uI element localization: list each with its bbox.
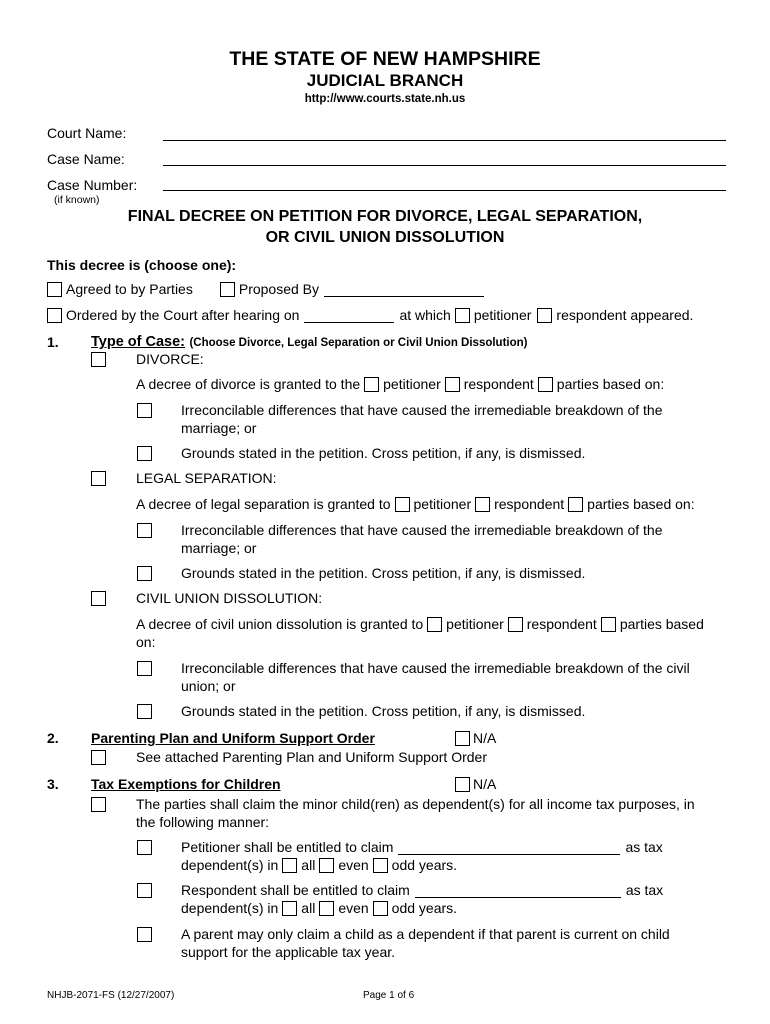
petitioner-odd-label: odd years. xyxy=(391,857,458,873)
court-name-field[interactable] xyxy=(163,140,726,141)
civil-granted-row xyxy=(136,616,704,632)
proposed-label: Proposed By xyxy=(238,281,320,297)
petitioner-claim-field[interactable] xyxy=(398,840,620,855)
case-name-field[interactable] xyxy=(163,165,726,166)
respondent-odd-label: odd years. xyxy=(391,900,458,916)
case-number-label: Case Number: xyxy=(47,177,138,193)
divorce-grounds-checkbox[interactable] xyxy=(137,446,152,461)
form-title-line1: FINAL DECREE ON PETITION FOR DIVORCE, LEGAL SEPARATION, xyxy=(127,208,643,225)
section-2-na-label: N/A xyxy=(473,730,497,746)
divorce-parties-checkbox[interactable] xyxy=(538,377,553,392)
legal-irreconcilable-text-2: marriage; or xyxy=(181,540,257,556)
tax-exemptions-heading: Tax Exemptions for Children xyxy=(91,776,281,792)
proposed-by-field[interactable] xyxy=(324,282,484,297)
petitioner-even-label: even xyxy=(338,857,369,873)
petitioner-all-label: all xyxy=(301,857,316,873)
legal-granted-text: A decree of legal separation is granted to xyxy=(136,496,391,512)
hearing-petitioner-label: petitioner xyxy=(473,307,532,323)
legal-irreconcilable-checkbox[interactable] xyxy=(137,523,152,538)
type-of-case-note: (Choose Divorce, Legal Separation or Civil Union Dissolution) xyxy=(189,337,528,349)
divorce-irreconcilable-checkbox[interactable] xyxy=(137,403,152,418)
parent-current-text: A parent may only claim a child as a dependent if that parent is current on child xyxy=(181,926,670,942)
hearing-respondent-label: respondent appeared. xyxy=(556,307,694,323)
civil-petitioner-label: petitioner xyxy=(446,616,504,632)
parent-current-checkbox[interactable] xyxy=(137,927,152,942)
divorce-petitioner-checkbox[interactable] xyxy=(364,377,379,392)
petitioner-all-checkbox[interactable] xyxy=(282,858,297,873)
divorce-checkbox[interactable] xyxy=(91,352,106,367)
type-of-case-title: Type of Case: xyxy=(91,334,186,350)
petitioner-claim-checkbox[interactable] xyxy=(137,840,152,855)
civil-granted-text: A decree of civil union dissolution is granted to xyxy=(136,616,424,632)
parenting-plan-checkbox[interactable] xyxy=(91,750,106,765)
civil-petitioner-checkbox[interactable] xyxy=(427,617,442,632)
branch-title: JUDICIAL BRANCH xyxy=(306,71,464,90)
agreed-label: Agreed to by Parties xyxy=(66,281,193,297)
respondent-odd-checkbox[interactable] xyxy=(373,901,388,916)
section-1-number: 1. xyxy=(47,334,59,350)
civil-irreconcilable-text-2: union; or xyxy=(181,678,236,694)
respondent-years-row xyxy=(181,900,457,916)
case-number-field[interactable] xyxy=(163,190,726,191)
form-title-line2: OR CIVIL UNION DISSOLUTION xyxy=(265,229,505,246)
divorce-parties-label: parties based on: xyxy=(556,376,665,392)
section-2-number: 2. xyxy=(47,730,59,746)
respondent-all-label: all xyxy=(301,900,316,916)
divorce-respondent-checkbox[interactable] xyxy=(445,377,460,392)
at-which-label: at which xyxy=(399,307,451,323)
civil-irreconcilable-checkbox[interactable] xyxy=(137,661,152,676)
legal-separation-label: LEGAL SEPARATION: xyxy=(136,470,277,486)
civil-respondent-label: respondent xyxy=(526,616,597,632)
legal-petitioner-checkbox[interactable] xyxy=(395,497,410,512)
petitioner-dependents-text: dependent(s) in xyxy=(181,857,279,873)
petitioner-odd-checkbox[interactable] xyxy=(373,858,388,873)
hearing-respondent-checkbox[interactable] xyxy=(537,308,552,323)
civil-parties-label: parties based xyxy=(619,616,704,632)
respondent-claim-checkbox[interactable] xyxy=(137,883,152,898)
legal-separation-checkbox[interactable] xyxy=(91,471,106,486)
parenting-plan-heading: Parenting Plan and Uniform Support Order xyxy=(91,730,375,746)
respondent-claim-text: Respondent shall be entitled to claim xyxy=(181,882,410,898)
respondent-all-checkbox[interactable] xyxy=(282,901,297,916)
divorce-irreconcilable-text-2: marriage; or xyxy=(181,420,257,436)
hearing-petitioner-checkbox[interactable] xyxy=(455,308,470,323)
petitioner-even-checkbox[interactable] xyxy=(319,858,334,873)
civil-granted-on: on: xyxy=(136,634,156,650)
legal-grounds-checkbox[interactable] xyxy=(137,566,152,581)
agreed-row xyxy=(44,281,484,297)
civil-parties-checkbox[interactable] xyxy=(601,617,616,632)
ordered-label: Ordered by the Court after hearing on xyxy=(66,307,300,323)
section-2-na-checkbox[interactable] xyxy=(455,731,470,746)
legal-grounds-text: Grounds stated in the petition. Cross petition, if any, is dismissed. xyxy=(181,565,586,581)
legal-respondent-checkbox[interactable] xyxy=(475,497,490,512)
form-id: NHJB-2071-FS (12/27/2007) xyxy=(47,990,175,1001)
case-name-label: Case Name: xyxy=(47,151,125,167)
legal-granted-row xyxy=(136,496,695,512)
if-known-note: (if known) xyxy=(54,194,100,206)
civil-respondent-checkbox[interactable] xyxy=(508,617,523,632)
legal-irreconcilable-text: Irreconcilable differences that have caused the irremediable breakdown of the xyxy=(181,522,663,538)
respondent-claim-field[interactable] xyxy=(415,883,621,898)
state-title: THE STATE OF NEW HAMPSHIRE xyxy=(229,48,541,70)
legal-parties-label: parties based on: xyxy=(587,496,695,512)
parenting-plan-text: See attached Parenting Plan and Uniform Support Order xyxy=(136,749,487,765)
civil-grounds-text: Grounds stated in the petition. Cross petition, if any, is dismissed. xyxy=(181,703,586,719)
section-1-heading xyxy=(91,333,527,351)
agreed-checkbox[interactable] xyxy=(47,282,62,297)
civil-irreconcilable-text: Irreconcilable differences that have caused the irremediable breakdown of the civil xyxy=(181,660,690,676)
petitioner-as-tax: as tax xyxy=(625,839,663,855)
petitioner-years-row xyxy=(181,857,457,873)
civil-union-checkbox[interactable] xyxy=(91,591,106,606)
parent-current-text-2: support for the applicable tax year. xyxy=(181,944,396,960)
divorce-irreconcilable-text: Irreconcilable differences that have caused the irremediable breakdown of the xyxy=(181,402,663,418)
court-name-label: Court Name: xyxy=(47,125,127,141)
divorce-petitioner-label: petitioner xyxy=(383,376,441,392)
respondent-even-label: even xyxy=(338,900,369,916)
divorce-respondent-label: respondent xyxy=(463,376,534,392)
respondent-claim-row xyxy=(181,882,663,898)
proposed-checkbox[interactable] xyxy=(220,282,235,297)
ordered-row xyxy=(44,307,693,323)
tax-claim-checkbox[interactable] xyxy=(91,797,106,812)
court-url: http://www.courts.state.nh.us xyxy=(304,93,466,105)
tax-intro-text-2: the following manner: xyxy=(136,814,270,830)
petitioner-claim-row xyxy=(181,839,663,855)
ordered-checkbox[interactable] xyxy=(47,308,62,323)
legal-respondent-label: respondent xyxy=(494,496,565,512)
petitioner-claim-text: Petitioner shall be entitled to claim xyxy=(181,839,394,855)
tax-intro-text: The parties shall claim the minor child(ren) as dependent(s) for all income tax purposes, in xyxy=(136,796,695,812)
legal-parties-checkbox[interactable] xyxy=(568,497,583,512)
respondent-even-checkbox[interactable] xyxy=(319,901,334,916)
divorce-label: DIVORCE: xyxy=(136,351,204,367)
hearing-date-field[interactable] xyxy=(304,308,394,323)
section-3-na-label: N/A xyxy=(473,776,497,792)
respondent-as-tax: as tax xyxy=(625,882,664,898)
section-3-number: 3. xyxy=(47,776,59,792)
legal-petitioner-label: petitioner xyxy=(413,496,472,512)
civil-grounds-checkbox[interactable] xyxy=(137,704,152,719)
respondent-dependents-text: dependent(s) in xyxy=(181,900,279,916)
decree-heading: This decree is (choose one): xyxy=(47,257,237,273)
section-3-na-checkbox[interactable] xyxy=(455,777,470,792)
divorce-granted-row xyxy=(136,376,664,392)
civil-union-label: CIVIL UNION DISSOLUTION: xyxy=(136,590,323,606)
divorce-grounds-text: Grounds stated in the petition. Cross petition, if any, is dismissed. xyxy=(181,445,586,461)
divorce-granted-text: A decree of divorce is granted to the xyxy=(136,376,361,392)
page-number: Page 1 of 6 xyxy=(363,990,415,1001)
